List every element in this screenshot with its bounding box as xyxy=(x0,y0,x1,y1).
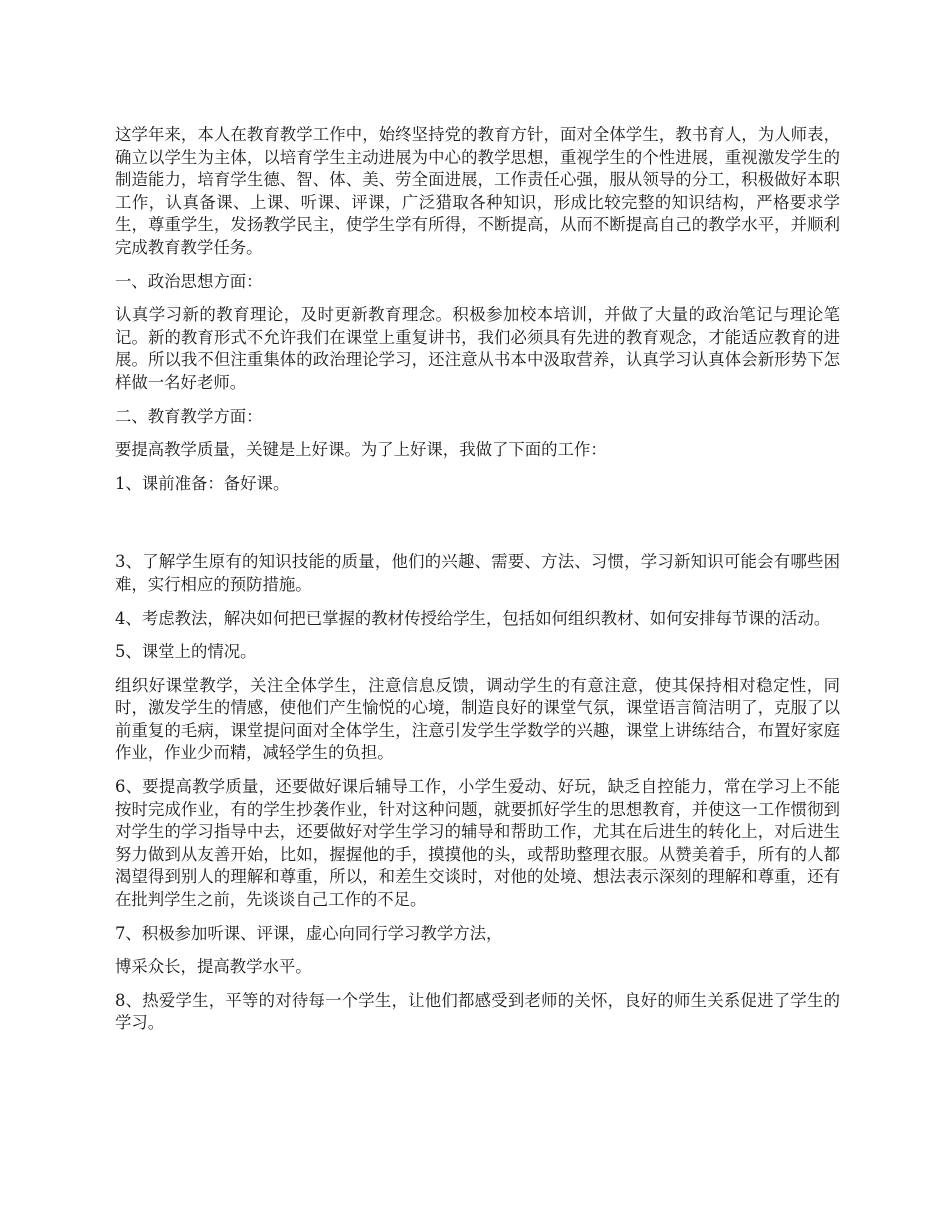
section-heading-political: 一、政治思想方面： xyxy=(115,271,263,291)
political-paragraph: 认真学习新的教育理论，及时更新教育理念。积极参加校本培训，并做了大量的政治笔记与理论笔记。新的教育形式不允许我们在课堂上重复讲书，我们必须具有先进的教育观念，才能适应教育的进展。所以我不但注重集体的政治理论学习，还注意从书本中汲取营养，认真学习认真体会新形势下怎样做一名好老师。 xyxy=(115,305,840,392)
item-7-continuation-paragraph: 博采众长，提高教学水平。 xyxy=(115,957,312,977)
item-1-paragraph: 1、课前准备：备好课。 xyxy=(115,473,290,493)
item-3-paragraph: 3、了解学生原有的知识技能的质量，他们的兴趣、需要、方法、习惯，学习新知识可能会有哪些困难，实行相应的预防措施。 xyxy=(115,552,840,594)
item-7-paragraph: 7、积极参加听课、评课，虚心向同行学习教学方法， xyxy=(115,923,503,943)
teaching-intro-paragraph: 要提高教学质量，关键是上好课。为了上好课，我做了下面的工作： xyxy=(115,440,607,460)
section-heading-teaching: 二、教育教学方面： xyxy=(115,406,263,426)
item-5-paragraph: 5、课堂上的情况。 xyxy=(115,642,257,662)
item-8-paragraph: 8、热爱学生，平等的对待每一个学生，让他们都感受到老师的关怀，良好的师生关系促进了学生的学习。 xyxy=(115,990,840,1033)
item-4-paragraph: 4、考虑教法，解决如何把已掌握的教材传授给学生，包括如何组织教材、如何安排每节课的活动。 xyxy=(115,608,831,628)
intro-paragraph: 这学年来，本人在教育教学工作中，始终坚持党的教育方针，面对全体学生，教书育人，为人师表，确立以学生为主体，以培育学生主动进展为中心的教学思想，重视学生的个性进展，重视激发学生的制造能力，培育学生德、智、体、美、劳全面进展，工作责任心强，服从领导的分工，积极做好本职工作，认真备课、上课、听课、评课，广泛猎取各种知识，形成比较完整的知识结构，严格要求学生，尊重学生，发扬教学民主，使学生学有所得，不断提高，从而不断提高自己的教学水平，并顺利完成教育教学任务。 xyxy=(115,125,840,257)
item-6-paragraph: 6、要提高教学质量，还要做好课后辅导工作，小学生爱动、好玩，缺乏自控能力，常在学习上不能按时完成作业，有的学生抄袭作业，针对这种问题，就要抓好学生的思想教育，并使这一工作惯彻到对学生的学习指导中去，还要做好对学生学习的辅导和帮助工作，尤其在后进生的转化上，对后进生努力做到从友善开始，比如，握握他的手，摸摸他的头，或帮助整理衣服。从赞美着手，所有的人都渴望得到别人的理解和尊重，所以，和差生交谈时，对他的处境、想法表示深刻的理解和尊重，还有在批判学生之前，先谈谈自己工作的不足。 xyxy=(115,777,840,910)
classroom-paragraph: 组织好课堂教学，关注全体学生，注意信息反馈，调动学生的有意注意，使其保持相对稳定性，同时，激发学生的情感，使他们产生愉悦的心境，制造良好的课堂气氛，课堂语言简洁明了，克服了以前重复的毛病，课堂提问面对全体学生，注意引发学生学数学的兴趣，课堂上讲练结合，布置好家庭作业，作业少而精，减轻学生的负担。 xyxy=(115,675,840,763)
document-body xyxy=(115,124,840,1046)
